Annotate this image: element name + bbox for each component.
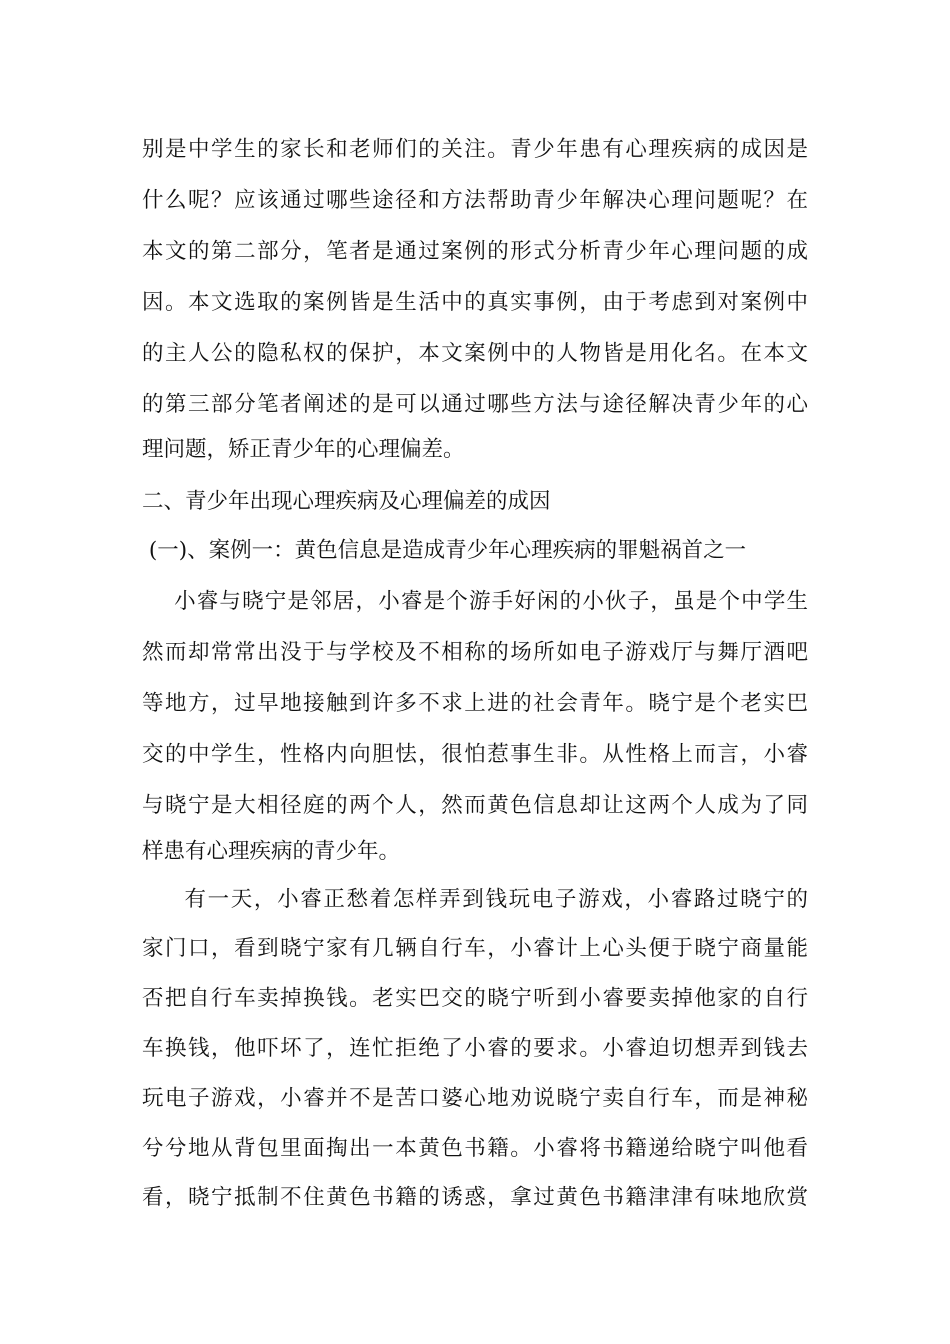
body-text-line: 样患有心理疾病的青少年。 — [142, 839, 401, 864]
body-text-line: 兮兮地从背包里面掏出一本黄色书籍。小睿将书籍递给晓宁叫他看 — [142, 1136, 808, 1161]
body-text-line: 看，晓宁抵制不住黄色书籍的诱惑，拿过黄色书籍津津有味地欣赏 — [142, 1185, 808, 1210]
body-text-line: 的第三部分笔者阐述的是可以通过哪些方法与途径解决青少年的心 — [142, 392, 808, 417]
body-text-line: 什么呢？应该通过哪些途径和方法帮助青少年解决心理问题呢？在 — [142, 188, 808, 213]
body-text-line: 本文的第二部分，笔者是通过案例的形式分析青少年心理问题的成 — [142, 239, 808, 264]
body-text-line: 然而却常常出没于与学校及不相称的场所如电子游戏厅与舞厅酒吧 — [142, 640, 808, 665]
body-text-line: 别是中学生的家长和老师们的关注。青少年患有心理疾病的成因是 — [142, 137, 808, 162]
body-text-line: 因。本文选取的案例皆是生活中的真实事例，由于考虑到对案例中 — [142, 290, 808, 315]
body-text-line: 小睿与晓宁是邻居，小睿是个游手好闲的小伙子，虽是个中学生 — [142, 589, 808, 614]
body-text-line: 家门口，看到晓宁家有几辆自行车，小睿计上心头便于晓宁商量能 — [142, 936, 808, 961]
body-text-line: 否把自行车卖掉换钱。老实巴交的晓宁听到小睿要卖掉他家的自行 — [142, 986, 808, 1011]
body-text-line: 车换钱，他吓坏了，连忙拒绝了小睿的要求。小睿迫切想弄到钱去 — [142, 1036, 808, 1061]
body-text-line: 交的中学生，性格内向胆怯，很怕惹事生非。从性格上而言，小睿 — [142, 742, 808, 767]
body-text-line: 玩电子游戏，小睿并不是苦口婆心地劝说晓宁卖自行车，而是神秘 — [142, 1086, 808, 1111]
section-heading: 二、青少年出现心理疾病及心理偏差的成因 — [142, 489, 551, 514]
body-text-line: 有一天，小睿正愁着怎样弄到钱玩电子游戏，小睿路过晓宁的 — [142, 887, 808, 912]
body-text-line: 理问题，矫正青少年的心理偏差。 — [142, 437, 465, 462]
body-text-line: 等地方，过早地接触到许多不求上进的社会青年。晓宁是个老实巴 — [142, 691, 808, 716]
subsection-heading: (一)、案例一：黄色信息是造成青少年心理疾病的罪魁祸首之一 — [142, 538, 747, 563]
body-text-line: 的主人公的隐私权的保护，本文案例中的人物皆是用化名。在本文 — [142, 341, 808, 366]
body-text-line: 与晓宁是大相径庭的两个人，然而黄色信息却让这两个人成为了同 — [142, 793, 808, 818]
